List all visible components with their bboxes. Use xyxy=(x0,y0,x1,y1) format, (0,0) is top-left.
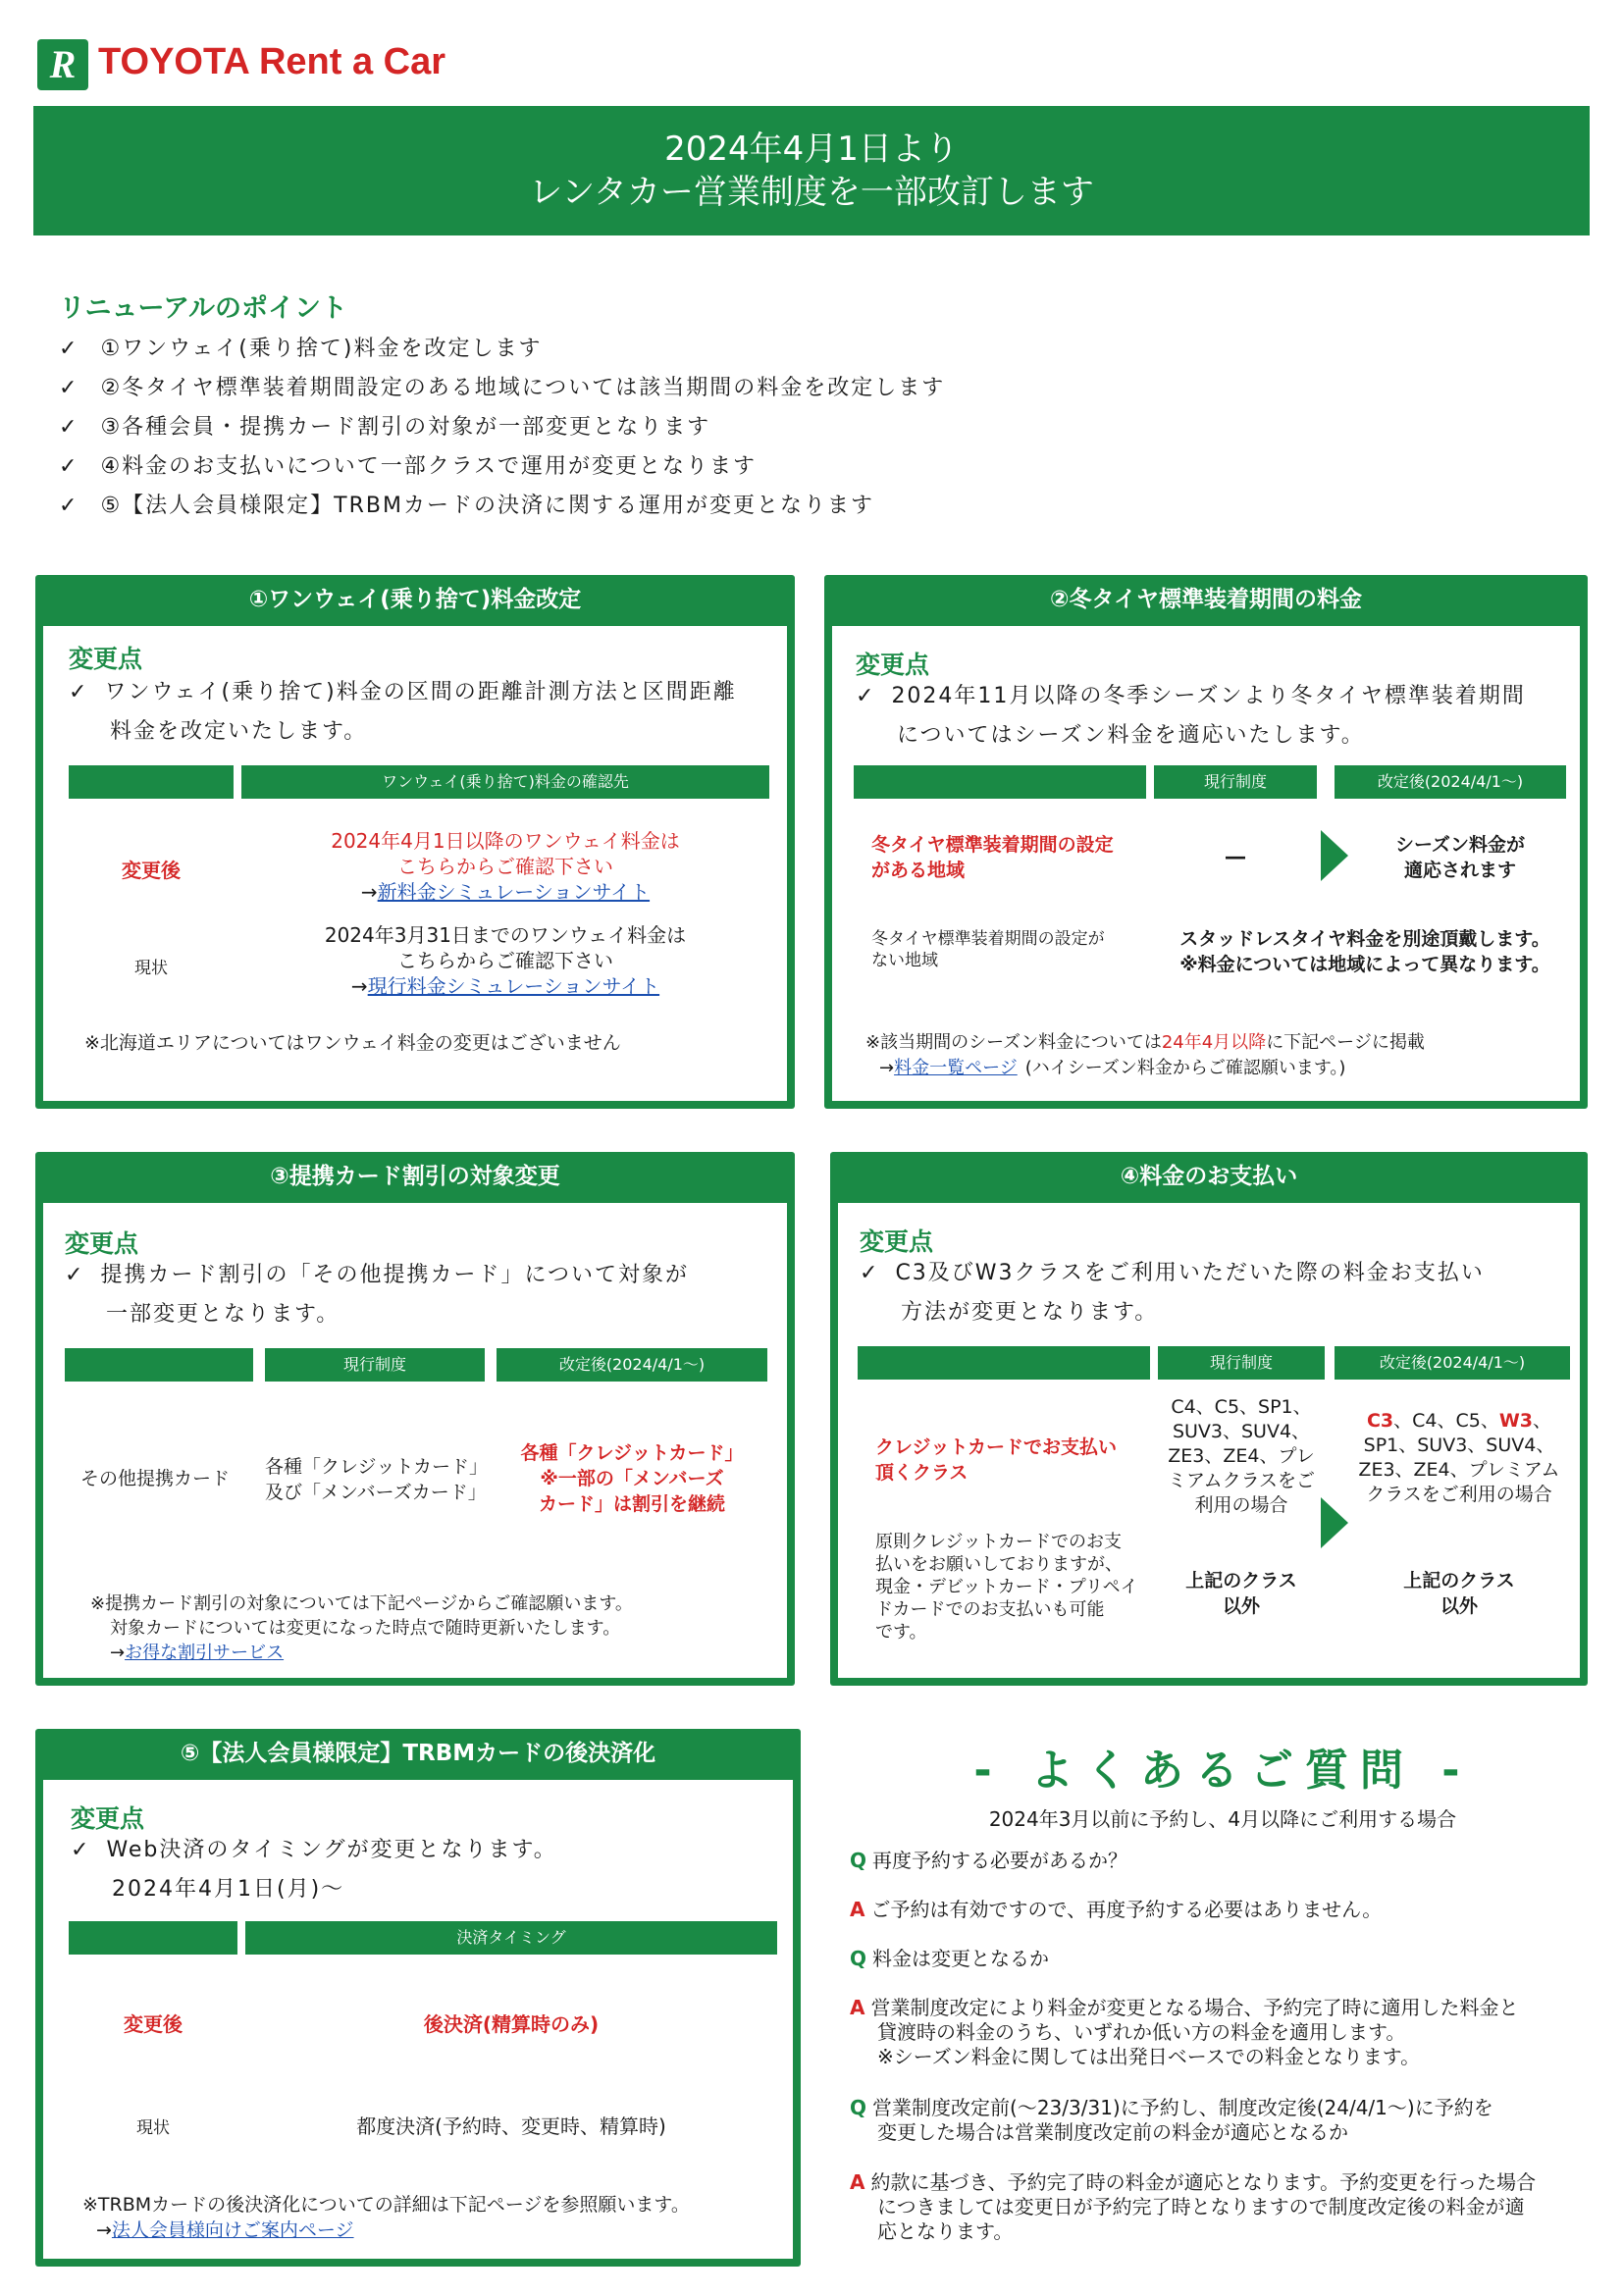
row-credit-class-label-line1: クレジットカードでお支払い xyxy=(875,1436,1117,1458)
q-mark: Q xyxy=(850,2096,867,2119)
new-fare-simulation-link[interactable]: 新料金シミュレーションサイト xyxy=(377,880,651,904)
change-description-line1: 2024年11月以降の冬季シーズンより冬タイヤ標準装着期間 xyxy=(891,684,1526,708)
change-label: 変更点 xyxy=(69,645,143,673)
row-other-payment-after-line1: 上記のクラス xyxy=(1403,1570,1515,1592)
section-payment xyxy=(830,1152,1588,1686)
row-other-payment-line3: 現金・デビットカード・プリペイ xyxy=(875,1577,1138,1597)
faq-a2-line2: 貸渡時の料金のうち、いずれか低い方の料金を適用します。 xyxy=(877,2020,1406,2044)
change-description-line2: 一部変更となります。 xyxy=(106,1302,340,1327)
table-header-current: 現行制度 xyxy=(1158,1346,1325,1380)
points-item-text: ②冬タイヤ標準装着期間設定のある地域については該当期間の料金を改定します xyxy=(100,376,946,400)
note-line1: ※提携カード割引の対象については下記ページからご確認願います。 xyxy=(90,1593,633,1614)
row-credit-class-after xyxy=(1344,1409,1574,1507)
points-item-text: ①ワンウェイ(乗り捨て)料金を改定します xyxy=(100,337,543,361)
change-description xyxy=(65,1256,781,1334)
row-current-line2: こちらからご確認下さい xyxy=(397,949,613,972)
table-header-settlement: 決済タイミング xyxy=(245,1921,777,1955)
change-description-line1: Web決済のタイミングが変更となります。 xyxy=(106,1838,557,1862)
note-suffix: (ハイシーズン料金からご確認願います。) xyxy=(1024,1058,1346,1078)
row-set-region-current: ― xyxy=(1226,845,1245,868)
row-after-label: 変更後 xyxy=(122,859,181,882)
fare-list-link[interactable]: 料金一覧ページ xyxy=(894,1058,1018,1078)
check-icon: ✓ xyxy=(860,1261,880,1285)
change-label: 変更点 xyxy=(860,1227,934,1256)
row-credit-class-after-line4: クラスをご利用の場合 xyxy=(1366,1484,1552,1505)
row-other-card-after-line1: 各種「クレジットカード」 xyxy=(520,1442,744,1464)
change-description-line1: 提携カード割引の「その他提携カード」について対象が xyxy=(100,1263,689,1287)
arrow-right-icon: → xyxy=(96,2219,112,2241)
table-header-after: 改定後(2024/4/1～) xyxy=(1335,1346,1570,1380)
section-oneway xyxy=(35,575,795,1109)
change-description-line2: 2024年4月1日(月)～ xyxy=(112,1877,345,1902)
section-partner-card-title: ③提携カード割引の対象変更 xyxy=(270,1164,560,1189)
row-other-payment-line5: です。 xyxy=(875,1622,927,1643)
row-credit-class-current xyxy=(1158,1395,1325,1518)
corporate-guide-link[interactable]: 法人会員様向けご案内ページ xyxy=(111,2219,354,2241)
row-other-payment-line1: 原則クレジットカードでのお支 xyxy=(875,1532,1123,1552)
change-description xyxy=(69,673,785,752)
row-no-region-content xyxy=(1154,926,1576,977)
table-header-after: 改定後(2024/4/1～) xyxy=(497,1348,767,1382)
change-description-line1: ワンウェイ(乗り捨て)料金の区間の距離計測方法と区間距離 xyxy=(104,680,737,704)
row-current-value: 都度決済(予約時、変更時、精算時) xyxy=(356,2114,666,2138)
table-header-after: 改定後(2024/4/1～) xyxy=(1335,765,1566,799)
row-credit-class-current-line1: C4、C5、SP1、 xyxy=(1171,1396,1312,1418)
row-other-card-current-line2: 及び「メンバーズカード」 xyxy=(265,1482,487,1503)
brand-logo xyxy=(37,39,88,90)
table-header-oneway: ワンウェイ(乗り捨て)料金の確認先 xyxy=(241,765,769,799)
row-set-region-label-line1: 冬タイヤ標準装着期間の設定 xyxy=(871,834,1114,856)
section-partner-card-note xyxy=(90,1592,633,1665)
section-oneway-body xyxy=(43,626,787,1101)
table-header-blank xyxy=(69,1921,237,1955)
faq-q3-line2: 変更した場合は営業制度改定前の料金が適応となるか xyxy=(877,2120,1348,2144)
change-description-line2: についてはシーズン料金を適応いたします。 xyxy=(897,723,1365,748)
change-description-line2: 料金を改定いたします。 xyxy=(110,719,368,744)
row-set-region-after xyxy=(1352,832,1568,883)
row-after-line1: 2024年4月1日以降のワンウェイ料金は xyxy=(331,829,680,853)
row-other-payment-after-line2: 以外 xyxy=(1440,1595,1478,1617)
change-description xyxy=(71,1831,797,1909)
a-mark: A xyxy=(850,1996,865,2019)
class-sep: 、 xyxy=(1533,1410,1552,1432)
section-trbm-card-body xyxy=(43,1780,793,2259)
table-header-current: 現行制度 xyxy=(265,1348,485,1382)
note-text: ※該当期間のシーズン料金については xyxy=(865,1032,1162,1053)
row-current-content xyxy=(241,922,769,999)
check-icon: ✓ xyxy=(59,415,79,440)
a-mark: A xyxy=(850,2170,865,2194)
row-credit-class-current-line2: SUV3、SUV4、 xyxy=(1172,1421,1311,1442)
q-mark: Q xyxy=(850,1849,867,1872)
faq-a2 xyxy=(850,1996,1596,2069)
faq-q2-text: 料金は変更となるか xyxy=(872,1947,1050,1970)
row-credit-class-current-line3: ZE3、ZE4、プレ xyxy=(1168,1445,1315,1467)
row-other-payment-current xyxy=(1158,1568,1325,1619)
points-list xyxy=(59,330,1531,526)
row-other-payment-after xyxy=(1344,1568,1574,1619)
row-other-payment-current-line1: 上記のクラス xyxy=(1185,1570,1297,1592)
row-after-value: 後決済(精算時のみ) xyxy=(423,2012,600,2036)
row-after-label: 変更後 xyxy=(124,2012,183,2036)
class-w3: W3 xyxy=(1498,1410,1534,1432)
change-label: 変更点 xyxy=(71,1804,145,1833)
section-winter-tire-body xyxy=(832,626,1580,1101)
section-oneway-note: ※北海道エリアについてはワンウェイ料金の変更はございません xyxy=(84,1032,621,1054)
row-other-card-current xyxy=(265,1454,488,1505)
section-trbm-card-note xyxy=(82,2192,690,2243)
note-text-end: に下記ページに掲載 xyxy=(1266,1032,1425,1053)
arrow-right-icon: → xyxy=(350,974,368,998)
row-no-region-label-line2: ない地域 xyxy=(871,951,938,970)
section-payment-title: ④料金のお支払い xyxy=(1120,1164,1298,1189)
row-other-card-after xyxy=(497,1440,767,1517)
class-mid: 、C4、C5、 xyxy=(1393,1410,1499,1432)
points-item xyxy=(59,487,1531,526)
faq-q2 xyxy=(850,1947,1596,1971)
row-no-region-content-line2: ※料金については地域によって異なります。 xyxy=(1179,954,1550,975)
row-credit-class-label-line2: 頂くクラス xyxy=(875,1462,969,1484)
change-description-line2: 方法が変更となります。 xyxy=(901,1300,1159,1325)
faq-a3-line2: につきましては変更日が予約完了時となりますので制度改定後の料金が適 xyxy=(877,2195,1525,2218)
brand-logo-letter: R xyxy=(49,42,77,86)
section-oneway-title: ①ワンウェイ(乗り捨て)料金改定 xyxy=(248,587,582,612)
faq-a3 xyxy=(850,2170,1596,2244)
row-other-payment-current-line2: 以外 xyxy=(1222,1595,1260,1617)
change-label: 変更点 xyxy=(856,651,930,679)
faq-q1-text: 再度予約する必要があるか？ xyxy=(872,1849,1128,1872)
check-icon: ✓ xyxy=(856,684,876,708)
faq-a3-line1: 約款に基づき、予約完了時の料金が適応となります。予約変更を行った場合 xyxy=(870,2170,1537,2194)
row-other-payment-label xyxy=(875,1531,1150,1644)
section-trbm-card-title: ⑤【法人会員様限定】TRBMカードの後決済化 xyxy=(180,1741,656,1766)
points-item-text: ④料金のお支払いについて一部クラスで運用が変更となります xyxy=(100,454,758,479)
faq-q3 xyxy=(850,2096,1596,2145)
note-line2: 対象カードについては変更になった時点で随時更新いたします。 xyxy=(110,1618,621,1639)
row-after-content xyxy=(241,828,769,905)
change-label: 変更点 xyxy=(65,1229,139,1258)
section-winter-tire-note xyxy=(865,1030,1425,1081)
row-set-region-label-line2: がある地域 xyxy=(871,860,966,881)
brand-name: TOYOTA Rent a Car xyxy=(98,41,446,82)
arrow-right-icon: → xyxy=(360,880,378,904)
current-fare-simulation-link[interactable]: 現行料金シミュレーションサイト xyxy=(367,974,660,998)
section-partner-card-body xyxy=(43,1203,787,1678)
table-header-blank xyxy=(65,1348,253,1382)
faq-subtitle: 2024年3月以前に予約し、4月以降にご利用する場合 xyxy=(988,1807,1457,1831)
note-line1: ※TRBMカードの後決済化についての詳細は下記ページを参照願います。 xyxy=(82,2194,690,2216)
row-no-region-label-line1: 冬タイヤ標準装着期間の設定が xyxy=(871,929,1105,949)
row-other-payment-line2: 払いをお願いしておりますが、 xyxy=(875,1554,1123,1575)
row-other-card-after-line3: カード」は割引を継続 xyxy=(538,1493,725,1515)
row-no-region-label xyxy=(871,928,1146,971)
row-credit-class-current-line5: 利用の場合 xyxy=(1194,1494,1288,1516)
row-current-line1: 2024年3月31日までのワンウェイ料金は xyxy=(324,923,687,947)
announcement-banner xyxy=(33,106,1590,235)
check-icon: ✓ xyxy=(59,454,79,479)
discount-service-link[interactable]: お得な割引サービス xyxy=(125,1643,285,1663)
faq-a1-text: ご予約は有効ですので、再度予約する必要はありません。 xyxy=(870,1898,1383,1921)
banner-line2: レンタカー営業制度を一部改訂します xyxy=(529,173,1094,212)
q-mark: Q xyxy=(850,1947,867,1970)
row-credit-class-after-line2: SP1、SUV3、SUV4、 xyxy=(1363,1435,1555,1456)
section-partner-card xyxy=(35,1152,795,1686)
row-set-region-after-line1: シーズン料金が xyxy=(1394,834,1526,856)
row-other-card-label: その他提携カード xyxy=(79,1468,230,1489)
row-set-region-after-line2: 適応されます xyxy=(1403,860,1516,881)
section-winter-tire xyxy=(824,575,1588,1109)
points-item xyxy=(59,447,1531,487)
points-item xyxy=(59,330,1531,369)
check-icon: ✓ xyxy=(71,1838,91,1862)
table-header-blank xyxy=(858,1346,1150,1380)
table-header-current: 現行制度 xyxy=(1154,765,1317,799)
change-description xyxy=(860,1254,1582,1332)
faq-a3-line3: 応となります。 xyxy=(877,2219,1014,2243)
change-description-line1: C3及びW3クラスをご利用いただいた際の料金お支払い xyxy=(895,1261,1485,1285)
points-item-text: ③各種会員・提携カード割引の対象が一部変更となります xyxy=(100,415,711,440)
points-heading: リニューアルのポイント xyxy=(59,293,348,324)
section-trbm-card xyxy=(35,1729,801,2267)
row-current-label: 現状 xyxy=(136,2118,170,2138)
check-icon: ✓ xyxy=(59,337,79,361)
arrow-right-icon: → xyxy=(110,1643,126,1663)
faq-title: - よくあるご質問 - xyxy=(973,1746,1472,1796)
table-header-blank xyxy=(854,765,1146,799)
check-icon: ✓ xyxy=(69,680,89,704)
arrow-right-icon xyxy=(1321,830,1348,881)
change-description xyxy=(856,677,1582,756)
row-credit-class-after-line3: ZE3、ZE4、プレミアム xyxy=(1358,1459,1560,1481)
class-c3: C3 xyxy=(1366,1410,1394,1432)
row-current-label: 現状 xyxy=(134,959,168,978)
check-icon: ✓ xyxy=(59,494,79,518)
row-other-card-current-line1: 各種「クレジットカード」 xyxy=(265,1456,488,1478)
section-payment-body xyxy=(838,1203,1580,1678)
faq-q1 xyxy=(850,1849,1596,1873)
row-after-line2: こちらからご確認下さい xyxy=(397,855,613,878)
faq-a2-line1: 営業制度改定により料金が変更となる場合、予約完了時に適用した料金と xyxy=(870,1996,1519,2019)
check-icon: ✓ xyxy=(65,1263,85,1287)
banner-line1: 2024年4月1日より xyxy=(664,130,959,169)
points-item xyxy=(59,408,1531,447)
note-highlight: 24年4月以降 xyxy=(1161,1032,1267,1053)
arrow-right-icon: → xyxy=(879,1058,895,1078)
faq-q3-line1: 営業制度改定前(～23/3/31)に予約し、制度改定後(24/4/1～)に予約を xyxy=(872,2096,1493,2119)
table-header-blank xyxy=(69,765,234,799)
row-other-card-after-line2: ※一部の「メンバーズ xyxy=(540,1468,724,1489)
row-credit-class-label xyxy=(875,1435,1150,1486)
faq-a1 xyxy=(850,1898,1596,1922)
section-winter-tire-title: ②冬タイヤ標準装着期間の料金 xyxy=(1049,587,1362,612)
row-other-payment-line4: ドカードでのお支払いも可能 xyxy=(875,1599,1105,1620)
check-icon: ✓ xyxy=(59,376,79,400)
faq-a2-line3: ※シーズン料金に関しては出発日ベースでの料金となります。 xyxy=(877,2045,1421,2068)
row-set-region-label xyxy=(871,832,1146,883)
points-item-text: ⑤【法人会員様限定】TRBMカードの決済に関する運用が変更となります xyxy=(100,494,874,518)
row-credit-class-current-line4: ミアムクラスをご xyxy=(1167,1470,1316,1491)
points-item xyxy=(59,369,1531,408)
row-no-region-content-line1: スタッドレスタイヤ料金を別途頂戴します。 xyxy=(1179,928,1550,950)
a-mark: A xyxy=(850,1898,865,1921)
